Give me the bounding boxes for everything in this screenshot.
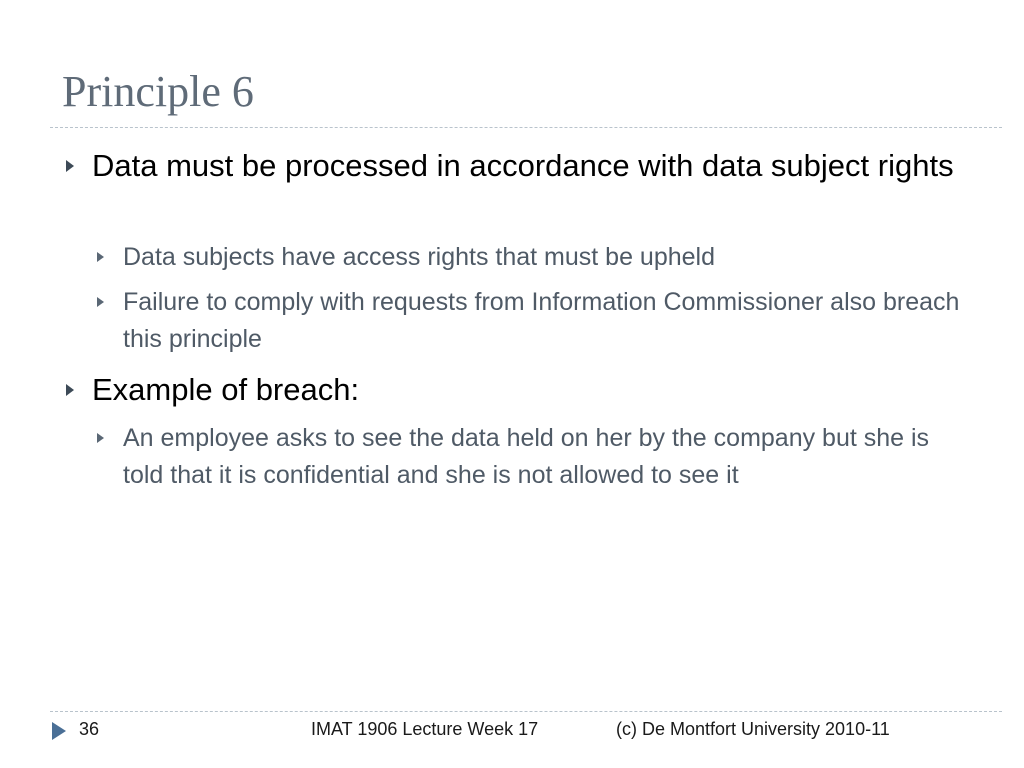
bullet-arrow-icon <box>66 384 74 396</box>
bullet-2-sub-1-text: An employee asks to see the data held on her by the company but she is told that it is confidential and she is not allowed to see it <box>123 424 930 489</box>
footer-lecture: IMAT 1906 Lecture Week 17 <box>311 719 539 739</box>
bullet-1-sub-2-text: Failure to comply with requests from Information Commissioner also breach this principle <box>123 288 960 353</box>
footer-arrow-icon <box>52 722 66 740</box>
bullet-arrow-icon <box>66 160 74 172</box>
footer-divider <box>50 711 1002 712</box>
sub-bullet-arrow-icon <box>97 297 104 307</box>
sub-bullet-arrow-icon <box>97 252 104 262</box>
bullet-2-text: Example of breach: <box>92 372 360 407</box>
sub-bullet-arrow-icon <box>97 433 104 443</box>
slide-title: Principle 6 <box>62 67 254 116</box>
bullet-1-text: Data must be processed in accordance with data subject rights <box>92 148 954 183</box>
footer-copyright: (c) De Montfort University 2010-11 <box>616 719 890 739</box>
page-number: 36 <box>79 719 100 739</box>
bullet-1-sub-1-text: Data subjects have access rights that must be upheld <box>123 243 715 271</box>
